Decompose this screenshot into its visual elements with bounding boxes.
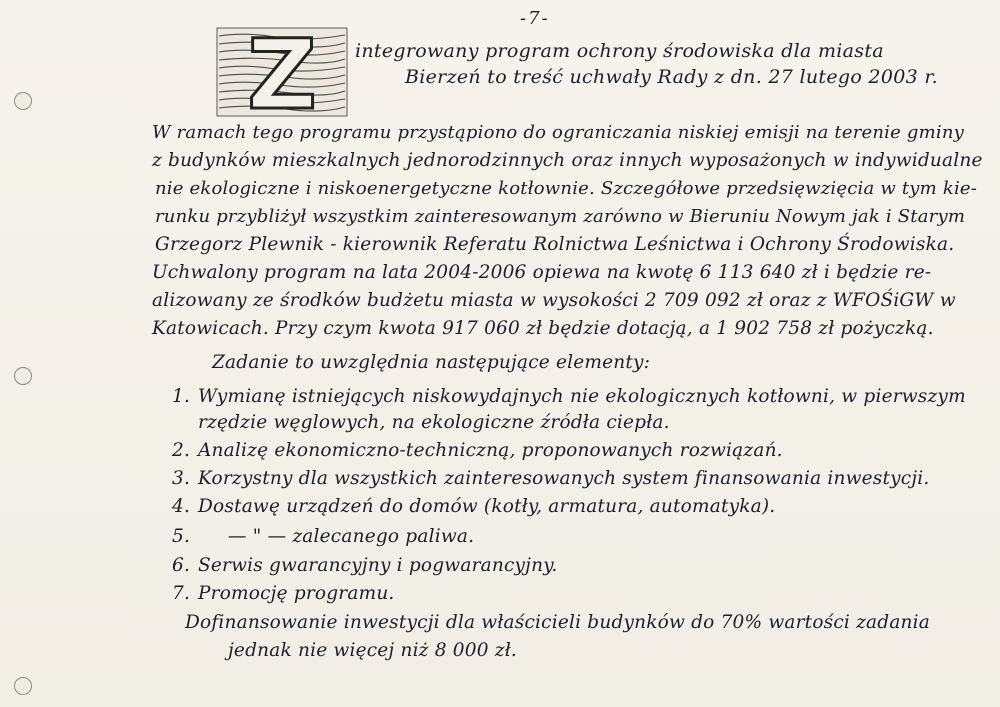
header-line-1: integrowany program ochrony środowiska dla miasta bbox=[355, 40, 884, 62]
paragraph-line: runku przybliżył wszystkim zainteresowanym zarówno w Bieruniu Nowym jak i Starym bbox=[155, 206, 966, 227]
list-intro: Zadanie to uwzględnia następujące elementy: bbox=[212, 352, 651, 373]
page-number: -7- bbox=[520, 8, 550, 29]
list-item-number: 3. bbox=[172, 468, 191, 489]
list-item-number: 1. bbox=[172, 386, 191, 407]
list-item-text: Dostawę urządzeń do domów (kotły, armatura, automatyka). bbox=[198, 496, 776, 517]
z-logo-icon bbox=[215, 22, 350, 122]
binder-hole-icon bbox=[14, 677, 32, 695]
list-item-text: Wymianę istniejących niskowydajnych nie ekologicznych kotłowni, w pierwszym bbox=[198, 386, 966, 407]
header-line-2: Bierzeń to treść uchwały Rady z dn. 27 lutego 2003 r. bbox=[405, 66, 938, 88]
list-item-text: Promocję programu. bbox=[198, 583, 395, 604]
binder-hole-icon bbox=[14, 92, 32, 110]
paragraph-line: alizowany ze środków budżetu miasta w wysokości 2 709 092 zł oraz z WFOŚiGW w bbox=[152, 290, 956, 311]
list-item-number: 4. bbox=[172, 496, 191, 517]
paragraph-line: nie ekologiczne i niskoenergetyczne kotłownie. Szczegółowe przedsięwzięcia w tym kie- bbox=[155, 178, 978, 199]
paragraph-line: Katowicach. Przy czym kwota 917 060 zł będzie dotacją, a 1 902 758 zł pożyczką. bbox=[152, 318, 934, 339]
binder-hole-icon bbox=[14, 367, 32, 385]
list-item-number: 2. bbox=[172, 440, 191, 461]
paragraph-line: W ramach tego programu przystąpiono do ograniczania niskiej emisji na terenie gminy bbox=[152, 122, 965, 143]
list-item-text: Analizę ekonomiczno-techniczną, proponowanych rozwiązań. bbox=[198, 440, 783, 461]
list-item-text: — " — zalecanego paliwa. bbox=[228, 526, 475, 547]
paragraph-line: Uchwalony program na lata 2004-2006 opiewa na kwotę 6 113 640 zł i będzie re- bbox=[152, 262, 932, 283]
list-item-number: 7. bbox=[172, 583, 191, 604]
list-item-number: 6. bbox=[172, 555, 191, 576]
paragraph-line: Grzegorz Plewnik - kierownik Referatu Rolnictwa Leśnictwa i Ochrony Środowiska. bbox=[155, 234, 955, 255]
list-item-text: Korzystny dla wszystkich zainteresowanych system finansowania inwestycji. bbox=[198, 468, 930, 489]
list-item-number: 5. bbox=[172, 526, 191, 547]
closing-line: jednak nie więcej niż 8 000 zł. bbox=[228, 640, 517, 661]
paragraph-line: z budynków mieszkalnych jednorodzinnych oraz innych wyposażonych w indywidualne bbox=[152, 150, 983, 171]
closing-line: Dofinansowanie inwestycji dla właścicieli budynków do 70% wartości zadania bbox=[185, 612, 931, 633]
logo-letter: Z bbox=[247, 22, 317, 122]
list-item-text: Serwis gwarancyjny i pogwarancyjny. bbox=[198, 555, 558, 576]
list-item-text: rzędzie węglowych, na ekologiczne źródła ciepła. bbox=[198, 412, 670, 433]
